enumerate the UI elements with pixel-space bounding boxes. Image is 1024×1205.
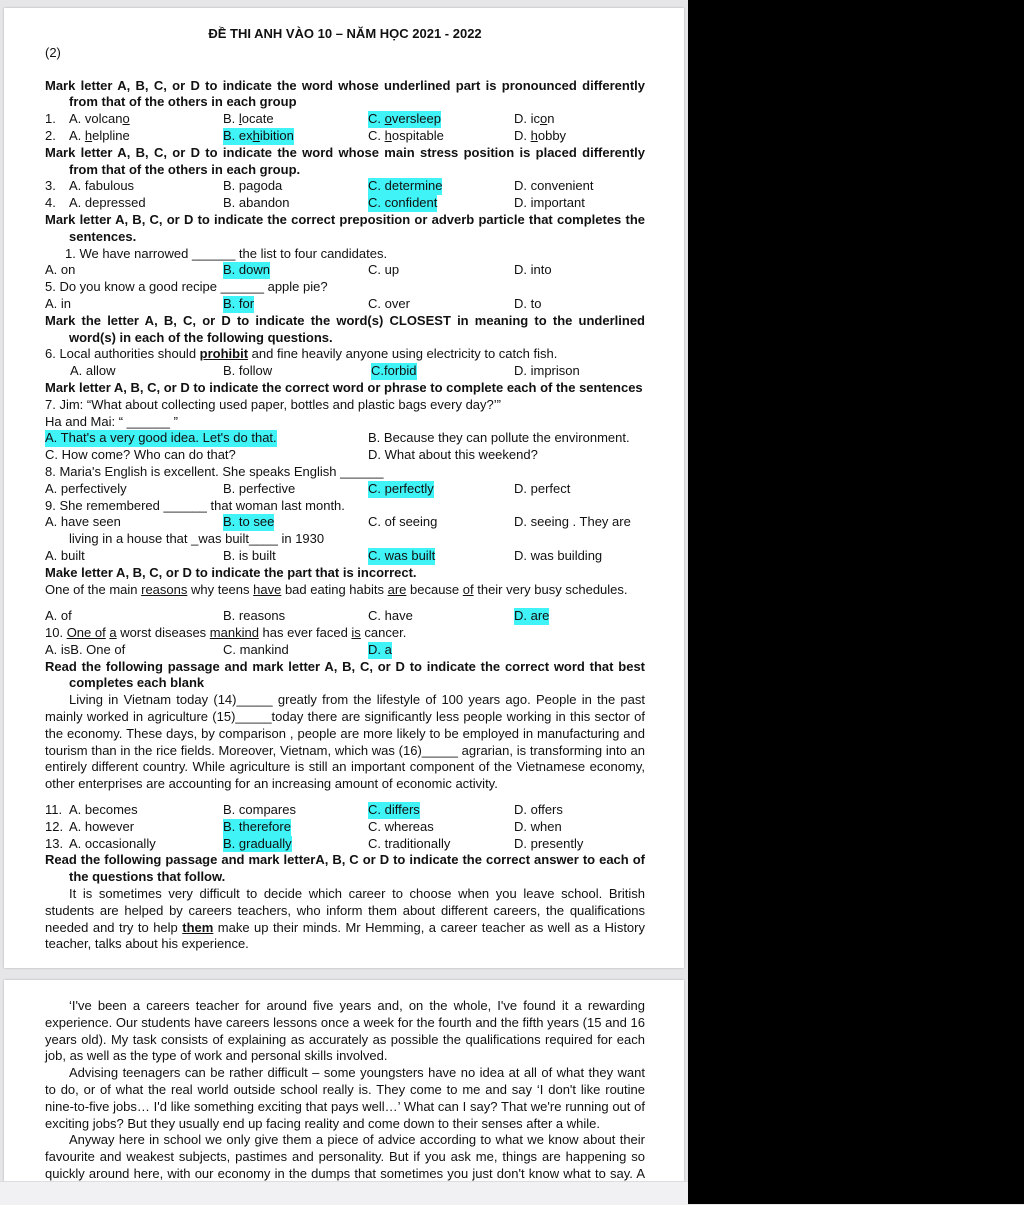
section-6-instruction: Make letter A, B, C, or D to indicate the part that is incorrect. [45, 564, 417, 580]
question-5-options: A. in B. for C. over D. to [45, 295, 542, 311]
passage-paragraph-3: Anyway here in school we only give them a piece of advice according to what we know about their favourite and weakest subjects, pastimes and personality. But if you ask me, things are happening so quickly around here, with our economy in the dumps that sometimes you just don't know what to say. A [45, 1132, 645, 1181]
question-7-stem: 7. Jim: “What about collecting used paper, bottles and plastic bags every day?’” [45, 396, 501, 412]
question-5-stem: 5. Do you know a good recipe ______ apple pie? [45, 279, 328, 295]
question-8-stem: 8. Maria's English is excellent. She speaks English ______ [45, 463, 384, 479]
answer-highlight: C. confident [368, 195, 438, 211]
answer-highlight: A. That's a very good idea. Let's do that. [45, 430, 277, 446]
question-7-stem-2: Ha and Mai: “ ______ ” [45, 413, 178, 429]
passage-vietnam: Living in Vietnam today (14)_____ greatly from the lifestyle of 100 years ago. People in the past mainly worked in agriculture (15)_____today there are significantly less people working in this sector of the economy. These days, by comparison , people are more likely to be employed in manufacturing and tourism than in the rice fields. Moreover, Vietnam, which was (16)_____ agrarian, is transforming into an entirely different country. While agriculture is still an important component of the Vietnamese economy, other enterprises are accounting for an increasing amount of economic activity. [45, 692, 645, 792]
error-sentence: One of the main reasons why teens have bad eating habits are because of their very busy schedules. [45, 581, 628, 597]
answer-highlight: C. differs [368, 802, 420, 818]
question-8-options: A. perfectively B. perfective C. perfectly D. perfect [45, 480, 571, 496]
document-page-2 [4, 980, 684, 1204]
question-12: 12. A. however B. therefore C. whereas D. when [45, 818, 562, 834]
section-2-instruction: Mark letter A, B, C, or D to indicate the word whose main stress position is placed differently from that of the others in each group. [45, 144, 645, 177]
black-margin [688, 0, 1024, 1204]
answer-highlight: B. gradually [223, 835, 292, 851]
answer-highlight: C.forbid [371, 363, 417, 379]
part-number: (2) [45, 44, 61, 60]
answer-highlight: B. to see [223, 514, 275, 530]
document-page-1 [4, 8, 684, 968]
viewer-bottom-bar [0, 1181, 688, 1205]
section-8-instruction: Read the following passage and mark letterA, B, C or D to indicate the correct answer to each of the questions that follow. [45, 852, 645, 885]
passage-careers-intro: It is sometimes very difficult to decide which career to choose when you leave school. British students are helped by careers teachers, who inform them about different careers, the qualifications needed and try to help them make up their minds. Mr Hemming, a career teacher as well as a History teacher, talks about his experience. [45, 886, 645, 952]
section-5-instruction: Mark letter A, B, C, or D to indicate the correct word or phrase to complete each of the sentences [45, 379, 643, 395]
answer-highlight: B. down [223, 262, 270, 278]
page-1-content [45, 26, 645, 953]
question-13: 13. A. occasionally B. gradually C. traditionally D. presently [45, 835, 584, 851]
question-4: 4. A. depressed B. abandon C. confident D. important [45, 195, 585, 211]
question-10-options: A. isB. One of C. mankind D. a [45, 641, 392, 657]
section-7-instruction: Read the following passage and mark letter A, B, C, or D to indicate the correct word that best completes each blank [45, 658, 645, 691]
section-4-instruction: Mark the letter A, B, C, or D to indicate the word(s) CLOSEST in meaning to the underlined word(s) in each of the following questions. [45, 312, 645, 345]
passage-paragraph-1: ‘I've been a careers teacher for around five years and, on the whole, I've found it a rewarding experience. Our students have careers lessons once a week for the fourth and the fifth years (15 and 16 years old). My task consists of explaining as accurately as possible the qualifications required for each job, as well as the type of work and personal skills involved. [45, 998, 645, 1064]
question-9b-options: A. built B. is built C. was built D. was building [45, 547, 603, 563]
error-sentence-options: A. of B. reasons C. have D. are [45, 608, 550, 624]
question-9-stem: 9. She remembered ______ that woman last month. [45, 497, 345, 513]
exam-title: ĐỀ THI ANH VÀO 10 – NĂM HỌC 2021 - 2022 [208, 26, 482, 41]
page-2-content [45, 998, 645, 1200]
question-6-options: A. allow B. follow C.forbid D. imprison [70, 363, 580, 379]
passage-paragraph-2: Advising teenagers can be rather difficult – some youngsters have no idea at all of what they want to do, or of what the real world outside school really is. They come to me and say ‘I don't like routine nine-to-five jobs… I'd like something exciting that pays well…’ What can I say? That we're running out of exciting jobs? But they usually end up facing reality and come down to their senses after a while. [45, 1065, 645, 1131]
section-3-instruction: Mark letter A, B, C, or D to indicate the correct preposition or adverb particle that completes the sentences. [45, 211, 645, 244]
question-6-stem: 6. Local authorities should prohibit and fine heavily anyone using electricity to catch fish. [45, 346, 558, 362]
question-7-options-cd: C. How come? Who can do that? D. What about this weekend? [45, 447, 538, 463]
question-9-continuation: living in a house that _was built____ in 1930 [69, 531, 325, 547]
question-1b-options: A. on B. down C. up D. into [45, 262, 552, 278]
question-2: 2. A. helpline B. exhibition C. hospitable D. hobby [45, 127, 567, 143]
answer-highlight: C. was built [368, 547, 436, 563]
section-1-instruction: Mark letter A, B, C, or D to indicate the word whose underlined part is pronounced differently from that of the others in each group [45, 77, 645, 110]
answer-highlight: C. determine [368, 178, 443, 194]
answer-highlight: D. are [514, 608, 550, 624]
question-9-options: A. have seen B. to see C. of seeing D. seeing . They are [45, 514, 631, 530]
question-1b-stem: 1. We have narrowed ______ the list to four candidates. [65, 245, 388, 261]
answer-highlight: C. oversleep [368, 111, 441, 127]
answer-highlight: D. a [368, 641, 392, 657]
answer-highlight: B. therefore [223, 818, 291, 834]
question-11: 11. A. becomes B. compares C. differs D. offers [45, 802, 563, 818]
question-1: 1. A. volcano B. locate C. oversleep D. icon [45, 111, 555, 127]
question-10-stem: 10. One of a worst diseases mankind has ever faced is cancer. [45, 625, 407, 641]
question-3: 3. A. fabulous B. pagoda C. determine D. convenient [45, 178, 594, 194]
answer-highlight: C. perfectly [368, 480, 434, 496]
answer-highlight: B. exhibition [223, 127, 294, 143]
question-7-options-ab: A. That's a very good idea. Let's do that. B. Because they can pollute the environment. [45, 430, 630, 446]
answer-highlight: B. for [223, 295, 255, 311]
